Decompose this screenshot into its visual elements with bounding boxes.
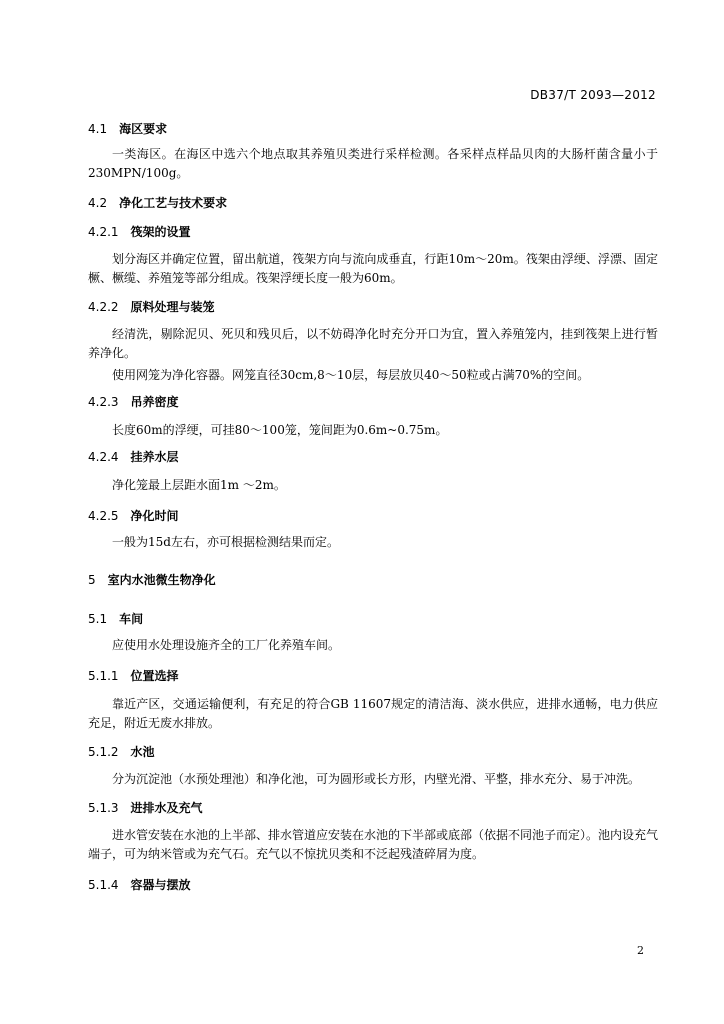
paragraph-text: 净化笼最上层距水面1m ～2m。 (112, 478, 286, 492)
paragraph-text: 经清洗，剔除泥贝、死贝和残贝后，以不妨碍净化时充分开口为宜，置入养殖笼内，挂到筏架上进行暂养净化。 (88, 327, 658, 360)
heading-5-1 (88, 611, 658, 627)
heading-title: 容器与摆放 (130, 878, 191, 892)
heading-number: 5.1.3 (88, 801, 119, 815)
heading-number: 4.2.4 (88, 450, 119, 464)
heading-title: 车间 (119, 612, 144, 626)
paragraph (88, 366, 658, 385)
heading-5-1-1 (88, 668, 658, 684)
paragraph-text: 靠近产区，交通运输便利，有充足的符合GB 11607规定的清洁海、淡水供应，进排水通畅，电力供应充足，附近无废水排放。 (88, 697, 658, 730)
heading-title: 进排水及充气 (130, 801, 203, 815)
heading-title: 位置选择 (130, 669, 179, 683)
heading-title: 筏架的设置 (130, 225, 191, 239)
heading-number: 4.2.3 (88, 395, 119, 409)
heading-number: 4.1 (88, 122, 108, 136)
paragraph-text: 使用网笼为净化容器。网笼直径30cm,8～10层，每层放贝40～50粒或占满70%的空间。 (112, 368, 590, 382)
paragraph-text: 一类海区。在海区中选六个地点取其养殖贝类进行采样检测。各采样点样品贝肉的大肠杆菌含量小于230MPN/100g。 (88, 147, 658, 180)
heading-5-1-3 (88, 800, 658, 816)
heading-number: 4.2.5 (88, 509, 119, 523)
paragraph (88, 325, 658, 363)
paragraph-text: 应使用水处理设施齐全的工厂化养殖车间。 (112, 638, 341, 652)
heading-title: 水池 (130, 745, 155, 759)
heading-5 (88, 572, 658, 588)
paragraph (88, 533, 658, 552)
heading-number: 5.1.2 (88, 745, 119, 759)
heading-5-1-4 (88, 877, 658, 893)
heading-number: 4.2 (88, 196, 108, 210)
heading-4-2-1 (88, 224, 658, 240)
heading-number: 4.2.2 (88, 300, 119, 314)
paragraph (88, 636, 658, 655)
page-number: 2 (637, 944, 644, 957)
heading-number: 5.1.4 (88, 878, 119, 892)
paragraph (88, 476, 658, 495)
paragraph (88, 421, 658, 440)
heading-title: 海区要求 (119, 122, 168, 136)
paragraph-text: 长度60m的浮绠，可挂80～100笼，笼间距为0.6m~0.75m。 (112, 423, 448, 437)
paragraph (88, 145, 658, 183)
heading-number: 4.2.1 (88, 225, 119, 239)
heading-title: 吊养密度 (130, 395, 179, 409)
heading-4-2-3 (88, 394, 658, 410)
paragraph-text: 一般为15d左右，亦可根据检测结果而定。 (112, 535, 339, 549)
heading-number: 5.1.1 (88, 669, 119, 683)
heading-title: 净化时间 (130, 509, 179, 523)
heading-number: 5 (88, 573, 96, 587)
document-id-header: DB37/T 2093—2012 (530, 88, 656, 102)
heading-title: 挂养水层 (130, 450, 179, 464)
paragraph-text: 划分海区并确定位置，留出航道，筏架方向与流向成垂直，行距10m～20m。筏架由浮绠、浮漂、固定橛、橛缆、养殖笼等部分组成。筏架浮绠长度一般为60m。 (88, 252, 658, 285)
paragraph (88, 250, 658, 288)
heading-4-2-5 (88, 508, 658, 524)
paragraph (88, 770, 658, 789)
heading-4-2-4 (88, 449, 658, 465)
paragraph-text: 进水管安装在水池的上半部、排水管道应安装在水池的下半部或底部（依据不同池子而定）。池内设充气端子，可为纳米管或为充气石。充气以不惊扰贝类和不泛起残渣碎屑为度。 (88, 828, 659, 861)
heading-title: 原料处理与装笼 (130, 300, 215, 314)
heading-4-1 (88, 121, 658, 137)
heading-title: 净化工艺与技术要求 (119, 196, 228, 210)
heading-4-2-2 (88, 299, 658, 315)
heading-number: 5.1 (88, 612, 108, 626)
heading-5-1-2 (88, 744, 658, 760)
paragraph (88, 826, 658, 864)
paragraph (88, 695, 658, 733)
paragraph-text: 分为沉淀池（水预处理池）和净化池，可为圆形或长方形，内壁光滑、平整，排水充分、易于冲洗。 (112, 772, 641, 786)
heading-4-2 (88, 195, 658, 211)
heading-title: 室内水池微生物净化 (107, 573, 216, 587)
